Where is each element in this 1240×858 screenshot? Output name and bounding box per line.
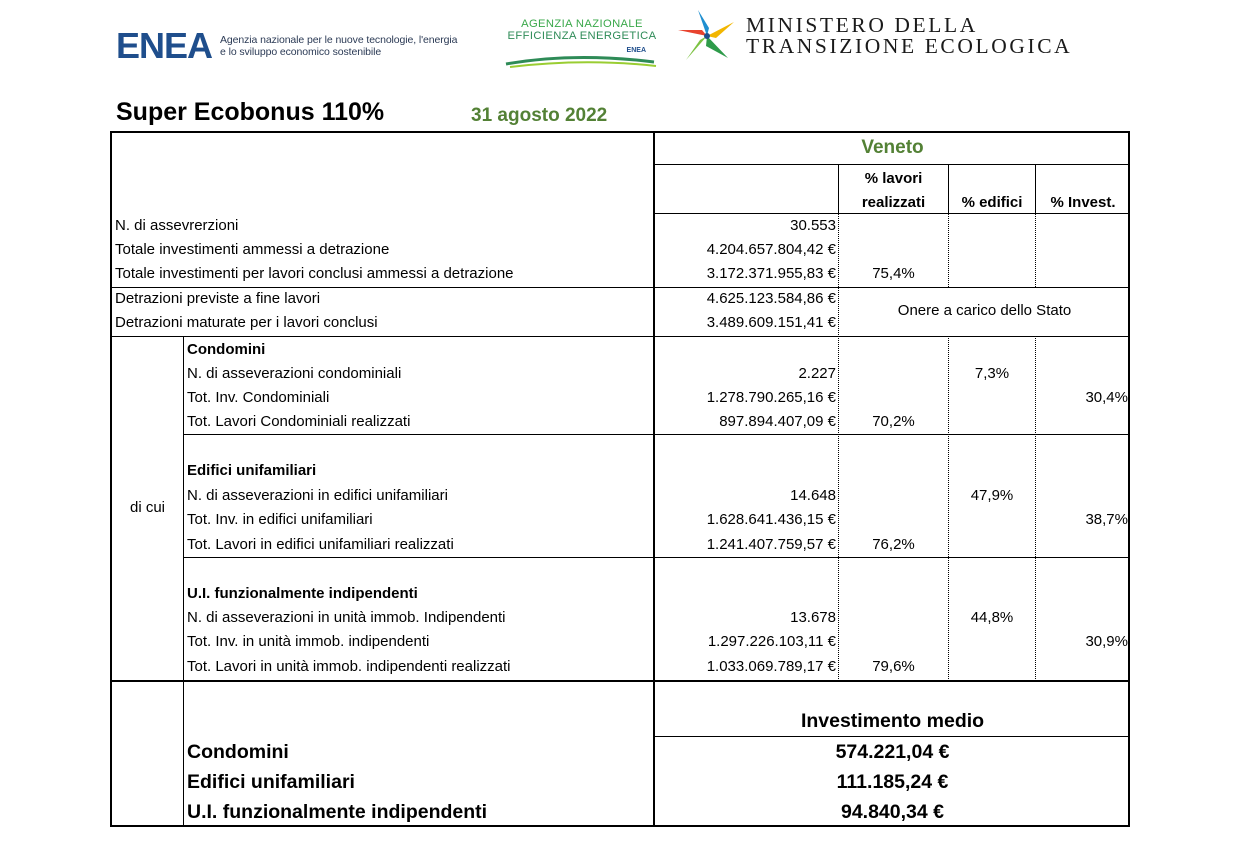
group-title: U.I. funzionalmente indipendenti [187,585,418,602]
grid-line [183,557,1130,558]
ministry-star-icon [676,8,738,64]
grid-line [948,336,949,681]
average-value: 111.185,24 € [836,771,949,793]
col-lavori-1: % lavori [864,170,923,187]
col-invest: % Invest. [1050,194,1116,211]
row-label: N. di asseverazioni in edifici unifamiliari [187,487,448,504]
row-label: Tot. Inv. Condominiali [187,389,330,406]
row-label: Totale investimenti per lavori conclusi ammessi a detrazione [115,265,514,282]
enea-wordmark: ENEA [116,25,213,66]
row-value: 2.227 [798,365,836,382]
pct-lavori: 76,2% [872,536,915,553]
pct-lavori: 70,2% [872,413,915,430]
pct-invest: 30,9% [1085,633,1128,650]
pct-invest: 30,4% [1085,389,1128,406]
grid-line [183,434,1130,435]
average-label: Edifici unifamiliari [187,771,355,793]
pct-invest: 38,7% [1085,511,1128,528]
onere-note: Onere a carico dello Stato [897,302,1072,319]
grid-line [112,680,1130,682]
grid-line [1035,213,1036,287]
group-title: Condomini [187,341,266,358]
pct-lavori: 79,6% [872,658,915,675]
row-value: 1.628.641.436,15 € [706,511,836,528]
row-label: N. di assevrerzioni [115,217,239,234]
aee-logo: AGENZIA NAZIONALE EFFICIENZA ENERGETICA ENEA [504,18,660,68]
average-value: 94.840,34 € [840,801,944,823]
pct-edifici: 7,3% [974,365,1010,382]
average-value: 574.221,04 € [835,741,950,763]
average-label: U.I. funzionalmente indipendenti [187,801,488,823]
row-value: 4.625.123.584,86 € [706,290,836,307]
pct-edifici: 47,9% [970,487,1014,504]
row-label: N. di asseverazioni in unità immob. Indipendenti [187,609,506,626]
row-label: N. di asseverazioni condominiali [187,365,402,382]
row-label: Tot. Lavori in unità immob. indipendenti realizzati [187,658,511,675]
aee-swoosh-icon [504,50,660,68]
data-table [110,131,1130,827]
average-label: Condomini [187,741,289,763]
row-label: Detrazioni maturate per i lavori conclusi [115,314,378,331]
row-value: 897.894.407,09 € [719,413,836,430]
row-value: 1.278.790.265,16 € [706,389,836,406]
ministry-name: MINISTERO DELLA TRANSIZIONE ECOLOGICA [746,13,1073,58]
pct-edifici: 44,8% [970,609,1014,626]
grid-line [654,164,1130,165]
col-edifici: % edifici [961,194,1023,211]
row-label: Tot. Lavori Condominiali realizzati [187,413,411,430]
row-value: 13.678 [790,609,836,626]
row-value: 14.648 [790,487,836,504]
document-date: 31 agosto 2022 [471,105,608,126]
col-lavori-2: realizzati [861,194,926,211]
document-title: Super Ecobonus 110% [116,98,385,126]
row-value: 1.297.226.103,11 € [707,633,836,650]
row-label: Tot. Inv. in edifici unifamiliari [187,511,373,528]
pct-lavori: 75,4% [872,265,915,282]
row-value: 30.553 [790,217,836,234]
enea-logo [116,25,458,66]
group-title: Edifici unifamiliari [187,462,317,479]
row-value: 3.489.609.151,41 € [706,314,836,331]
row-value: 1.033.069.789,17 € [706,658,836,675]
grid-line [183,336,184,827]
row-value: 4.204.657.804,42 € [706,241,836,258]
average-heading: Investimento medio [800,710,985,732]
ministry-logo [676,8,1072,64]
row-label: Tot. Inv. in unità immob. indipendenti [187,633,430,650]
grid-line [654,736,1130,737]
row-label: Totale investimenti ammessi a detrazione [115,241,390,258]
grid-line [112,336,1130,337]
row-value: 1.241.407.759,57 € [706,536,836,553]
region-name: Veneto [861,137,924,158]
row-label: Detrazioni previste a fine lavori [115,290,321,307]
row-label: Tot. Lavori in edifici unifamiliari realizzati [187,536,454,553]
grid-line [948,213,949,287]
di-cui-label: di cui [129,499,166,516]
row-value: 3.172.371.955,83 € [706,265,836,282]
enea-tagline: Agenzia nazionale per le nuove tecnologie, l'energia e lo sviluppo economico sostenibile [220,34,458,58]
